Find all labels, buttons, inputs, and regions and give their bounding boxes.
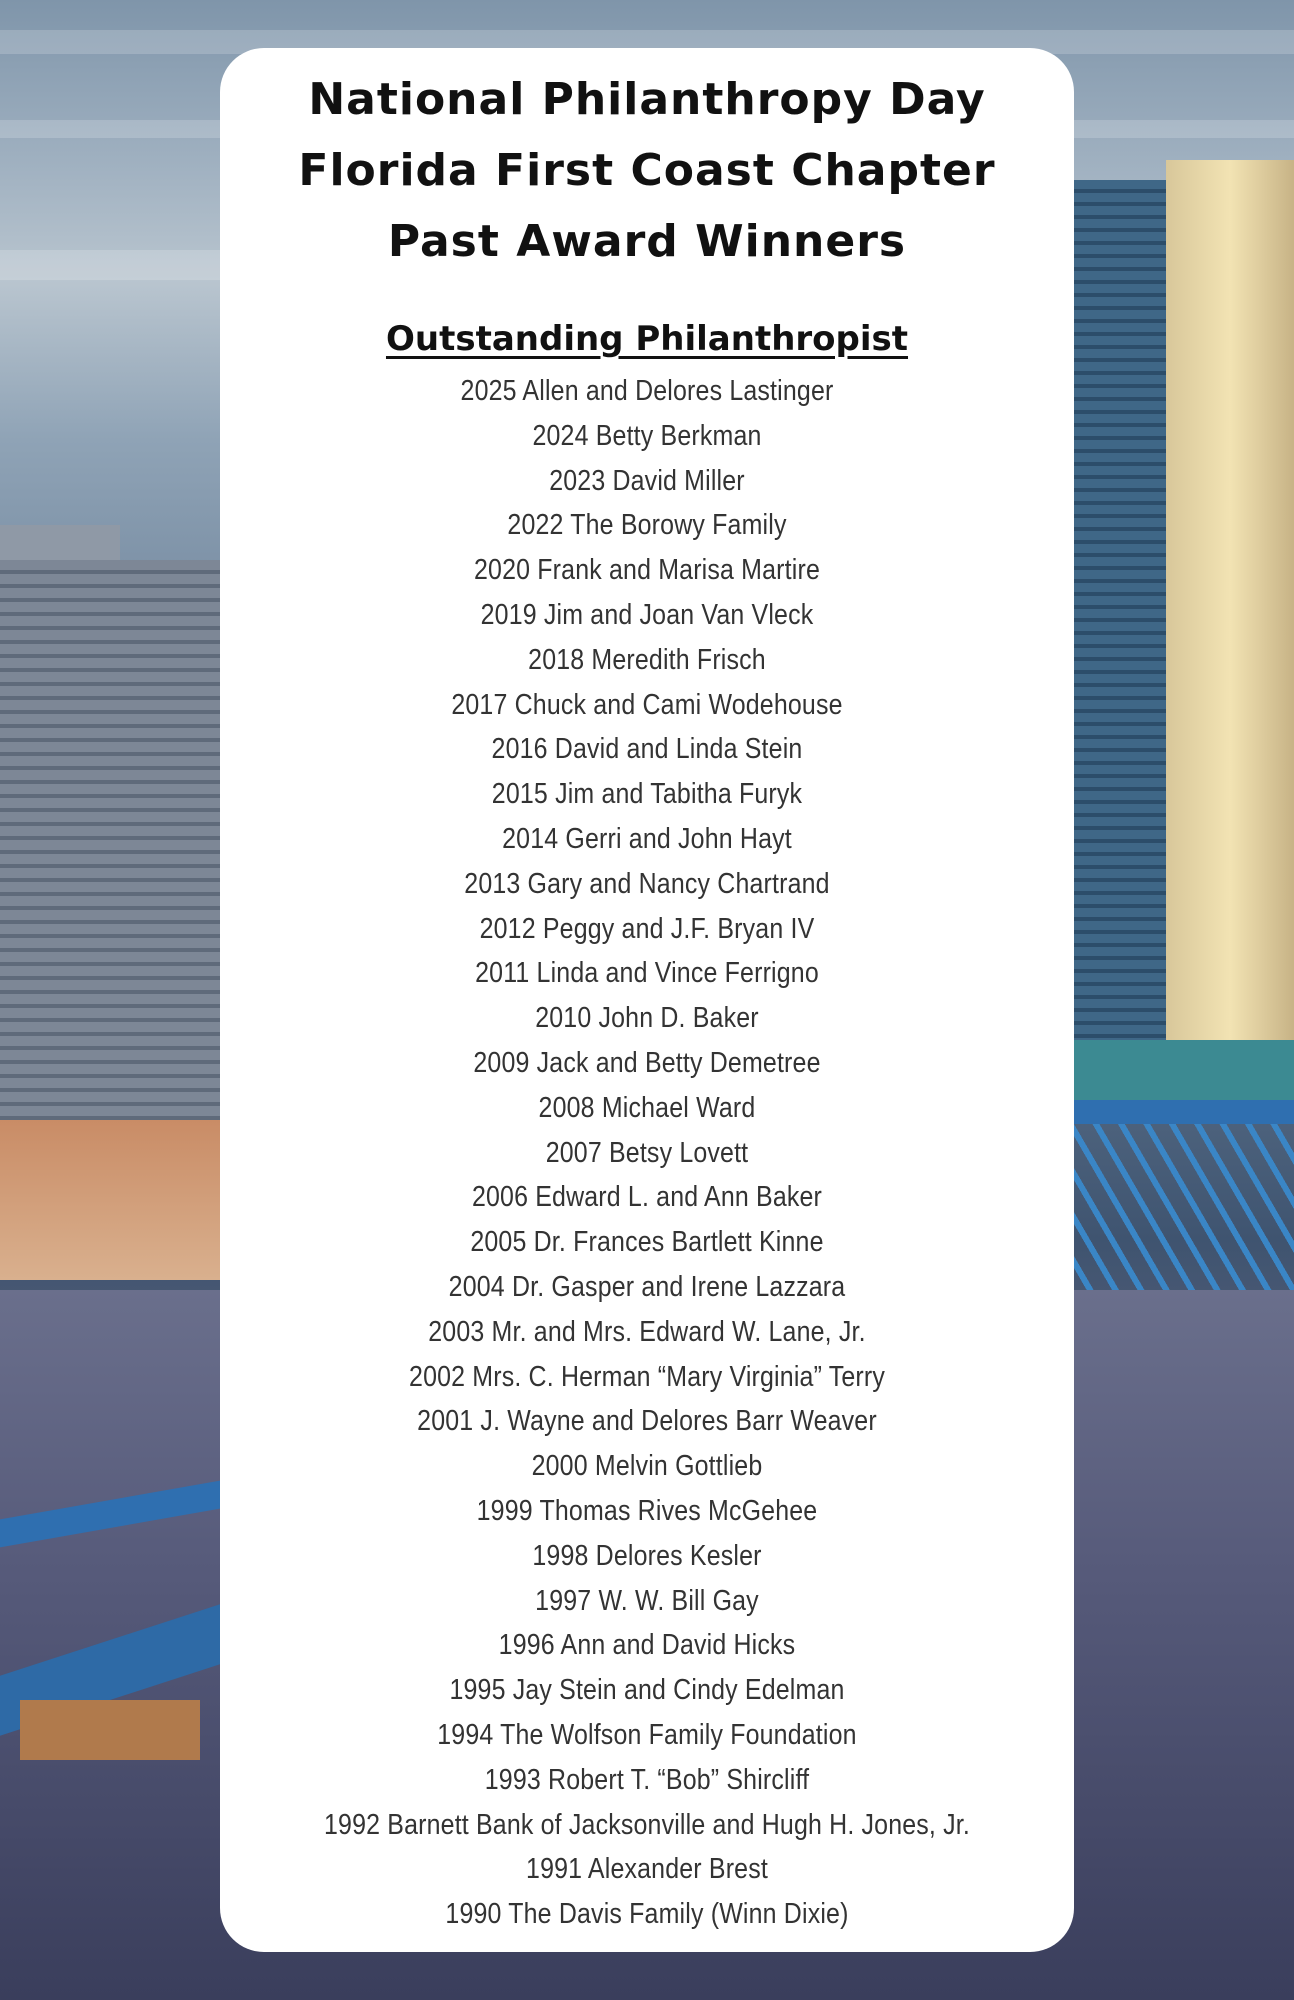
winner-list-item: 2024 Betty Berkman: [532, 419, 762, 452]
winner-list-item: 2023 David Miller: [549, 464, 745, 497]
bridge-span-right: [1074, 1100, 1294, 1124]
office-tower-left: [0, 560, 220, 1120]
page-title: [220, 48, 1074, 277]
winner-list-item: 2010 John D. Baker: [535, 1002, 759, 1035]
building-rooftop: [0, 525, 120, 565]
winner-list-item: 2002 Mrs. C. Herman “Mary Virginia” Terry: [409, 1360, 885, 1393]
winner-list-item: 1991 Alexander Brest: [526, 1853, 768, 1886]
winner-list-item: 2018 Meredith Frisch: [528, 643, 766, 676]
winner-list-item: 2005 Dr. Frances Bartlett Kinne: [470, 1226, 824, 1259]
winner-list-item: 2025 Allen and Delores Lastinger: [460, 375, 834, 407]
award-winners-card: [220, 48, 1074, 1952]
winner-list-item: 2014 Gerri and John Hayt: [502, 822, 792, 855]
winner-list-item: 2000 Melvin Gottlieb: [531, 1450, 763, 1483]
teal-roof-right: [1074, 1040, 1294, 1100]
winner-list-item: 2013 Gary and Nancy Chartrand: [464, 867, 830, 900]
winner-list-item: 1997 W. W. Bill Gay: [535, 1584, 759, 1617]
winner-list-item: 1992 Barnett Bank of Jacksonville and Hugh H. Jones, Jr.: [324, 1808, 970, 1841]
winner-list-item: 1999 Thomas Rives McGehee: [476, 1494, 818, 1527]
winner-list-item: 2015 Jim and Tabitha Furyk: [491, 778, 803, 811]
gold-tower-right: [1166, 160, 1294, 1070]
winners-list: [220, 369, 1074, 1937]
title-line: Past Award Winners: [387, 216, 907, 267]
winner-list-item: 2019 Jim and Joan Van Vleck: [480, 598, 814, 631]
winner-list-item: 2001 J. Wayne and Delores Barr Weaver: [417, 1405, 877, 1438]
title-line: Florida First Coast Chapter: [298, 145, 996, 196]
winner-list-item: 2009 Jack and Betty Demetree: [473, 1046, 821, 1079]
winner-list-item: 1994 The Wolfson Family Foundation: [437, 1718, 857, 1751]
winner-list-item: 2003 Mr. and Mrs. Edward W. Lane, Jr.: [428, 1315, 866, 1348]
winner-list-item: 2004 Dr. Gasper and Irene Lazzara: [448, 1270, 846, 1303]
winner-list-item: 2012 Peggy and J.F. Bryan IV: [479, 912, 815, 945]
waterfront-pavilion: [0, 1120, 220, 1280]
winner-list-item: 2008 Michael Ward: [538, 1091, 756, 1124]
winner-list-item: 1998 Delores Kesler: [532, 1539, 762, 1572]
winner-list-item: 2007 Betsy Lovett: [545, 1136, 749, 1169]
winner-list-item: 2006 Edward L. and Ann Baker: [471, 1181, 823, 1214]
office-tower-right: [1074, 180, 1166, 1050]
winner-list-item: 2022 The Borowy Family: [507, 509, 787, 542]
winner-list-item: 2020 Frank and Marisa Martire: [474, 554, 820, 587]
winner-list-item: 1993 Robert T. “Bob” Shircliff: [484, 1763, 810, 1796]
winner-list-item: 1990 The Davis Family (Winn Dixie): [445, 1898, 849, 1931]
bridge-pier-left: [20, 1700, 200, 1760]
winner-list-item: 2017 Chuck and Cami Wodehouse: [451, 688, 843, 721]
winner-list-item: 1996 Ann and David Hicks: [498, 1629, 796, 1662]
winner-list-item: 1995 Jay Stein and Cindy Edelman: [449, 1674, 845, 1707]
winner-list-item: 2011 Linda and Vince Ferrigno: [475, 957, 819, 990]
section-heading: Outstanding Philanthropist: [385, 319, 909, 359]
title-line: National Philanthropy Day: [308, 74, 986, 125]
winner-list-item: 2016 David and Linda Stein: [491, 733, 803, 766]
